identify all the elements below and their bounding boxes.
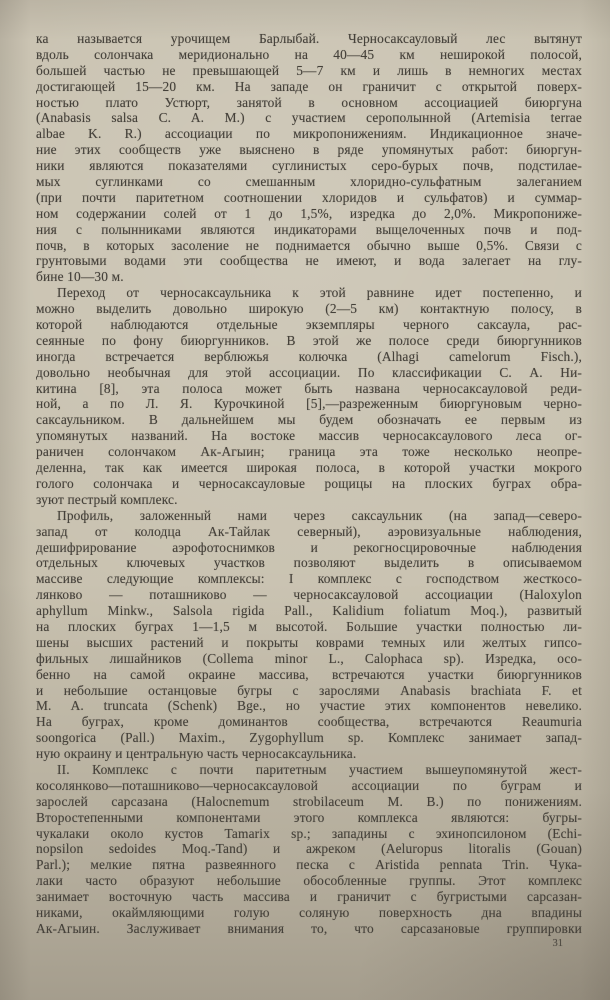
text-line: на плоских буграх 1—1,5 м высотой. Большие участки полностью ли- [36, 618, 582, 634]
text-line: лаки часто образуют небольшие обособленные группы. Этот комплекс [36, 873, 582, 889]
text-line: чукалаки около кустов Tamarix sp.; западины с эхинопсилоном (Echi- [36, 825, 582, 841]
text-line: китина [8], эта полоса может быть названа черносаксауловой реди- [36, 380, 582, 396]
text-line: зарослей сарсазана (Halocnemum strobilaceum M. B.) по понижениям. [36, 793, 582, 809]
text-line: ники являются показателями суглинистых серо-бурых почв, подстилае- [36, 158, 582, 174]
text-line: зуют пестрый комплекс. [36, 491, 178, 507]
text-line: ностью плато Устюрт, занятой в основном ассоциацией биюргуна [36, 94, 582, 110]
text-line: деленна, так как имеется широкая полоса, в которой участки мокрого [36, 460, 582, 476]
text-line: ние этих сообществ уже выяснено в ряде упомянутых работ: биюргун- [36, 142, 582, 158]
text-line: albae K. R.) ассоциации по микропонижениям. Индикационное значе- [36, 126, 582, 142]
text-line: лянково — поташниково — черносаксауловой ассоциации (Haloxylon [36, 587, 582, 603]
text-line: бине 10—30 м. [36, 269, 124, 285]
text-line: раничен солончаком Ак-Агыин; граница эта тоже несколько неопре- [36, 444, 582, 460]
text-line: бенно на самой окраине массива, встречаются участки биюргунников [36, 666, 582, 682]
text-line: массиве следующие комплексы: I комплекс с господством жесткосо- [36, 571, 582, 587]
text-line: голого солончака и черносаксауловые рощицы на плоских буграх обра- [36, 475, 582, 491]
text-line: ную окраину и центральную часть черносаксаульника. [36, 746, 357, 762]
text-line: Parl.); мелкие пятна развеянного песка с Aristida pennata Trin. Чука- [36, 857, 582, 873]
text-line: сеянные по фону биюргунников. В этой же полосе среди биюргунников [36, 332, 582, 348]
text-line: мых суглинками со смешанным хлоридно-сульфатным залеганием [36, 174, 582, 190]
text-line: занимает восточную часть массива и граничит с бугристыми сарсазан- [36, 889, 582, 905]
text-block [36, 31, 582, 937]
text-line: Профиль, заложенный нами через саксаульник (на запад—северо- [57, 507, 582, 523]
text-line: никами, окаймляющими голую соляную поверхность дна впадины [36, 904, 582, 920]
text-line: достигающей 15—20 км. На западе он граничит с открытой поверх- [36, 78, 582, 94]
text-line: упомянутых названий. На востоке массив черносаксаулового леса ог- [36, 428, 582, 444]
text-line: aphyllum Minkw., Salsola rigida Pall., Kalidium foliatum Moq.), развитый [36, 603, 582, 619]
text-line: M. A. truncata (Schenk) Bge., но участие этих компонентов невелико. [36, 698, 582, 714]
paragraph [36, 285, 582, 507]
text-line: косолянково—поташниково—черносаксауловой ассоциации по буграм и [36, 777, 582, 793]
text-line: II. Комплекс с почти паритетным участием вышеупомянутой жест- [57, 761, 582, 777]
text-line: soongorica (Pall.) Maxim., Zygophyllum sp. Комплекс занимает запад- [36, 730, 582, 746]
paragraph [36, 508, 582, 762]
text-line: и небольшие останцовые бугры с зарослями Anabasis brachiata F. et [36, 682, 582, 698]
text-line: большей частью не превышающей 5—7 км и лишь в немногих местах [36, 62, 582, 78]
text-line: вдоль солончака меридионально на 40—45 км неширокой полосой, [36, 46, 582, 62]
text-line: фильных лишайников (Collema minor L., Calophaca sp). Изредка, осо- [36, 650, 582, 666]
text-line: довольно необычная для этой ассоциации. По классификации С. А. Ни- [36, 364, 582, 380]
paragraph [36, 31, 582, 285]
text-line: nopsilon sedoides Moq.-Tand) и ажреком (Aeluropus litoralis (Gouan) [36, 841, 582, 857]
text-line: саксаульником. В дальнейшем мы будем обозначать ее первым из [36, 412, 582, 428]
text-line: которой наблюдаются отдельные экземпляры черного саксаула, рас- [36, 317, 582, 333]
text-line: ния с полынниками являются индикаторами выщелоченных почв и под- [36, 221, 582, 237]
text-line: ной, а по Л. Я. Курочкиной [5],—разреженным биюргуновым черно- [36, 396, 582, 412]
text-line: запад от колодца Ак-Тайлак северный), аэровизуальные наблюдения, [36, 523, 582, 539]
text-line: ном содержании солей от 1 до 1,5%, изредка до 2,0%. Микропониже- [36, 205, 582, 221]
text-line: Переход от черносаксаульника к этой равнине идет постепенно, и [57, 285, 582, 301]
text-line: грунтовыми водами эти сообщества не имеют, и вода залегает на глу- [36, 253, 582, 269]
text-line: (при почти паритетном соотношении хлоридов и сульфатов) и суммар- [36, 189, 582, 205]
text-line: ка называется урочищем Барлыбай. Черносаксауловый лес вытянут [36, 31, 582, 46]
text-line: На буграх, кроме доминантов сообщества, встречаются Reaumuria [36, 714, 582, 730]
text-line: дешифрирование аэрофотоснимков и рекогносцировочные наблюдения [36, 539, 582, 555]
paragraph [36, 762, 582, 937]
text-line: можно выделить довольно широкую (2—5 км) контактную полосу, в [36, 301, 582, 317]
text-line: шены высших растений и покрыты коврами темных или желтых гипсо- [36, 634, 582, 650]
text-line: (Anabasis salsa C. A. M.) с участием серополынной (Artemisia terrae [36, 110, 582, 126]
page-number: 31 [552, 938, 563, 949]
text-line: Второстепенными компонентами этого комплекса являются: бугры- [36, 809, 582, 825]
text-line: отдельных ключевых участков позволяют выделить в описываемом [36, 555, 582, 571]
text-line: почв, в которых засоление не поднимается обычно выше 0,5%. Связи с [36, 237, 582, 253]
text-line: Ак-Агыин. Заслуживает внимания то, что сарсазановые группировки [36, 920, 582, 936]
text-line: иногда встречается верблюжья колючка (Alhagi camelorum Fisch.), [36, 348, 582, 364]
